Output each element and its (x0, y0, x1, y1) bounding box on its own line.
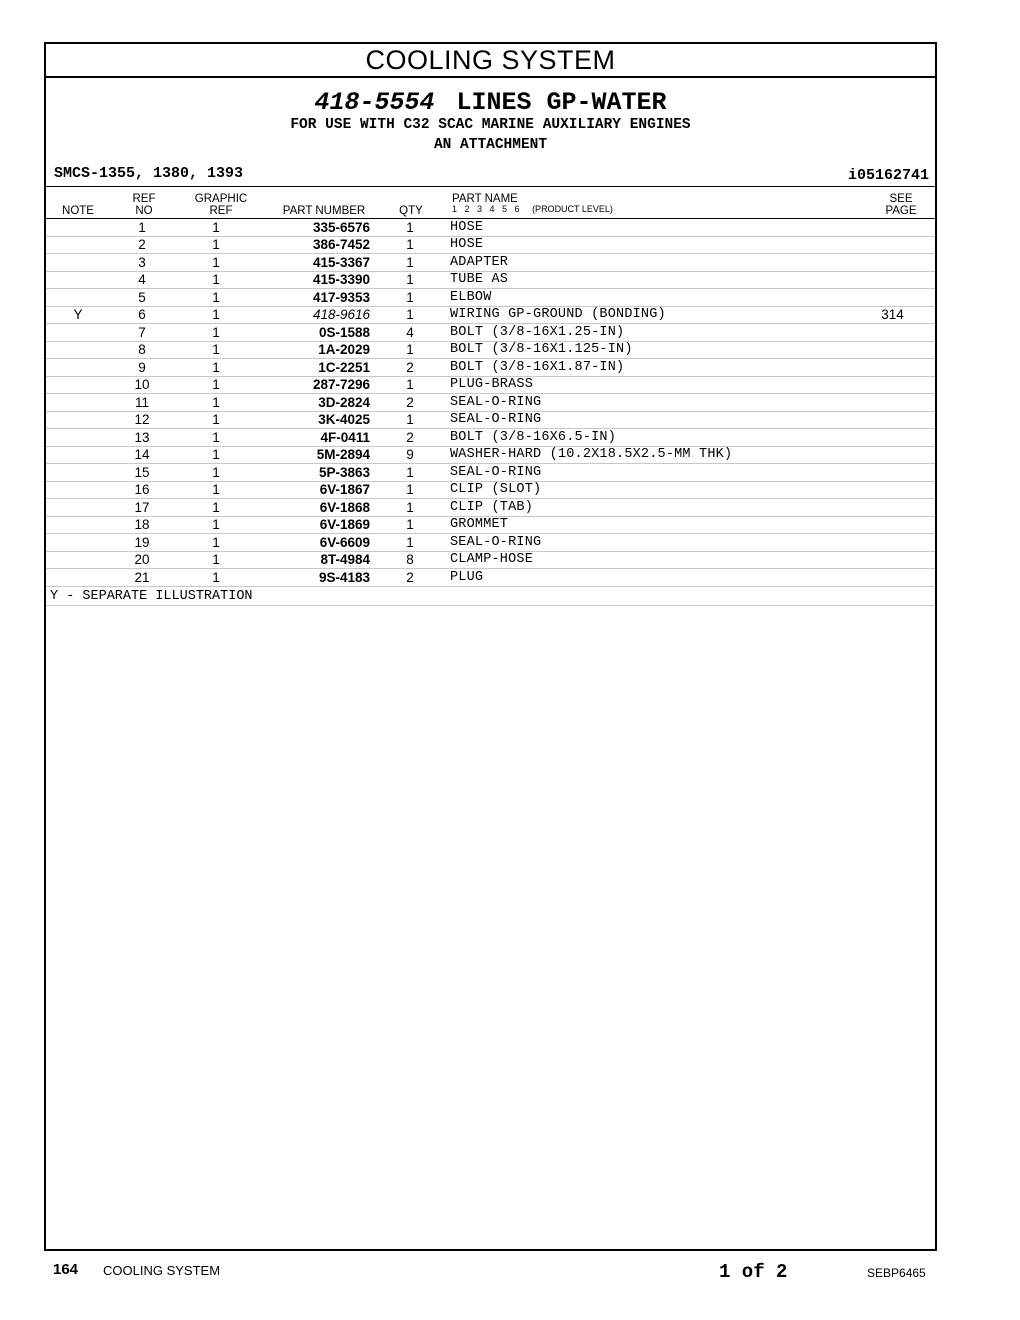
cell-gref: 1 (174, 516, 258, 534)
table-row (46, 289, 935, 307)
cell-note (46, 569, 110, 587)
table-row (46, 324, 935, 342)
cell-pn: 335-6576 (258, 219, 370, 236)
group-part-number: 418-5554 (314, 88, 435, 117)
cell-note (46, 534, 110, 552)
cell-name: HOSE (450, 236, 850, 254)
cell-ref: 3 (110, 254, 174, 272)
table-row (46, 271, 935, 289)
cell-ref: 4 (110, 271, 174, 289)
cell-note (46, 394, 110, 412)
cell-qty: 1 (370, 464, 450, 482)
cell-qty: 1 (370, 254, 450, 272)
cell-ref: 18 (110, 516, 174, 534)
cell-see (850, 481, 935, 499)
cell-ref: 15 (110, 464, 174, 482)
cell-see (850, 551, 935, 569)
cell-name: GROMMET (450, 516, 850, 534)
table-row (46, 376, 935, 394)
cell-ref: 14 (110, 446, 174, 464)
cell-qty: 1 (370, 376, 450, 394)
table-row (46, 341, 935, 359)
smcs-codes: SMCS-1355, 1380, 1393 (54, 165, 244, 182)
cell-ref: 7 (110, 324, 174, 342)
cell-note (46, 516, 110, 534)
cell-see (850, 219, 935, 236)
table-row (46, 464, 935, 482)
cell-name: BOLT (3/8-16X1.87-IN) (450, 359, 850, 377)
cell-qty: 1 (370, 516, 450, 534)
cell-qty: 2 (370, 429, 450, 447)
table-row (46, 499, 935, 517)
cell-name: PLUG-BRASS (450, 376, 850, 394)
cell-gref: 1 (174, 306, 258, 324)
table-row (46, 569, 935, 587)
cell-see (850, 359, 935, 377)
illustration-id: i05162741 (847, 167, 929, 184)
cell-name: SEAL-O-RING (450, 411, 850, 429)
cell-ref: 13 (110, 429, 174, 447)
cell-note (46, 271, 110, 289)
cell-qty: 1 (370, 236, 450, 254)
cell-pn: 1C-2251 (258, 359, 370, 377)
cell-note (46, 359, 110, 377)
cell-pn: 417-9353 (258, 289, 370, 307)
cell-qty: 1 (370, 499, 450, 517)
cell-ref: 21 (110, 569, 174, 587)
cell-name: CLIP (TAB) (450, 499, 850, 517)
col-ref-no: REF NO (132, 193, 156, 217)
cell-pn: 6V-1867 (258, 481, 370, 499)
cell-qty: 2 (370, 394, 450, 412)
cell-pn: 6V-6609 (258, 534, 370, 552)
cell-see (850, 341, 935, 359)
cell-qty: 1 (370, 306, 450, 324)
table-row (46, 551, 935, 569)
cell-gref: 1 (174, 289, 258, 307)
cell-gref: 1 (174, 551, 258, 569)
cell-name: WIRING GP-GROUND (BONDING) (450, 306, 850, 324)
cell-note (46, 254, 110, 272)
cell-see (850, 376, 935, 394)
cell-ref: 20 (110, 551, 174, 569)
cell-name: PLUG (450, 569, 850, 587)
table-row (46, 306, 935, 324)
cell-see (850, 569, 935, 587)
cell-name: ADAPTER (450, 254, 850, 272)
cell-name: CLIP (SLOT) (450, 481, 850, 499)
table-row (46, 411, 935, 429)
cell-gref: 1 (174, 429, 258, 447)
col-graphic-ref: GRAPHIC REF (194, 193, 248, 217)
col-see-page: SEE PAGE (885, 193, 917, 217)
cell-gref: 1 (174, 499, 258, 517)
cell-pn: 0S-1588 (258, 324, 370, 342)
cell-pn: 6V-1868 (258, 499, 370, 517)
table-row (46, 446, 935, 464)
sheet-indicator: 1 of 2 (719, 1261, 788, 1283)
cell-qty: 1 (370, 271, 450, 289)
cell-note (46, 236, 110, 254)
cell-gref: 1 (174, 341, 258, 359)
cell-see (850, 236, 935, 254)
cell-gref: 1 (174, 411, 258, 429)
table-row (46, 516, 935, 534)
cell-qty: 2 (370, 359, 450, 377)
header-rule (46, 186, 935, 187)
table-row (46, 254, 935, 272)
cell-gref: 1 (174, 376, 258, 394)
cell-see (850, 446, 935, 464)
cell-ref: 11 (110, 394, 174, 412)
cell-see (850, 411, 935, 429)
cell-pn: 415-3390 (258, 271, 370, 289)
cell-pn: 3K-4025 (258, 411, 370, 429)
cell-note (46, 376, 110, 394)
cell-pn: 415-3367 (258, 254, 370, 272)
cell-name: BOLT (3/8-16X1.125-IN) (450, 341, 850, 359)
parts-table (46, 219, 935, 587)
cell-note (46, 481, 110, 499)
cell-note (46, 499, 110, 517)
table-row (46, 534, 935, 552)
cell-name: WASHER-HARD (10.2X18.5X2.5-MM THK) (450, 446, 850, 464)
table-row (46, 429, 935, 447)
cell-pn: 386-7452 (258, 236, 370, 254)
cell-see (850, 289, 935, 307)
cell-pn: 3D-2824 (258, 394, 370, 412)
footer-section: COOLING SYSTEM (103, 1263, 221, 1278)
cell-see: 314 (850, 306, 935, 324)
cell-ref: 10 (110, 376, 174, 394)
cell-note (46, 446, 110, 464)
cell-gref: 1 (174, 271, 258, 289)
cell-name: BOLT (3/8-16X1.25-IN) (450, 324, 850, 342)
cell-ref: 1 (110, 219, 174, 236)
cell-pn: 287-7296 (258, 376, 370, 394)
cell-note (46, 464, 110, 482)
cell-pn: 9S-4183 (258, 569, 370, 587)
cell-see (850, 324, 935, 342)
cell-ref: 16 (110, 481, 174, 499)
col-note: NOTE (62, 205, 94, 217)
cell-qty: 1 (370, 341, 450, 359)
cell-pn: 418-9616 (258, 306, 370, 324)
cell-qty: 1 (370, 289, 450, 307)
footnote-rule (46, 605, 935, 606)
cell-pn: 5M-2894 (258, 446, 370, 464)
cell-ref: 12 (110, 411, 174, 429)
cell-pn: 8T-4984 (258, 551, 370, 569)
cell-gref: 1 (174, 446, 258, 464)
cell-name: BOLT (3/8-16X6.5-IN) (450, 429, 850, 447)
cell-qty: 1 (370, 411, 450, 429)
cell-name: SEAL-O-RING (450, 464, 850, 482)
cell-see (850, 534, 935, 552)
cell-pn: 6V-1869 (258, 516, 370, 534)
cell-ref: 6 (110, 306, 174, 324)
cell-gref: 1 (174, 464, 258, 482)
cell-qty: 1 (370, 481, 450, 499)
cell-see (850, 271, 935, 289)
table-row (46, 481, 935, 499)
cell-name: SEAL-O-RING (450, 394, 850, 412)
cell-ref: 17 (110, 499, 174, 517)
section-title: COOLING SYSTEM (46, 44, 935, 78)
table-row (46, 219, 935, 236)
cell-gref: 1 (174, 569, 258, 587)
col-part-number: PART NUMBER (282, 205, 366, 217)
group-heading (46, 88, 935, 117)
cell-gref: 1 (174, 324, 258, 342)
cell-qty: 9 (370, 446, 450, 464)
cell-qty: 4 (370, 324, 450, 342)
table-row (46, 359, 935, 377)
cell-see (850, 429, 935, 447)
group-name: LINES GP-WATER (456, 88, 667, 117)
cell-gref: 1 (174, 359, 258, 377)
cell-note (46, 219, 110, 236)
cell-gref: 1 (174, 219, 258, 236)
col-qty: QTY (399, 205, 423, 217)
group-subtitle-2: AN ATTACHMENT (433, 137, 548, 153)
cell-ref: 2 (110, 236, 174, 254)
col-part-name: PART NAME (452, 193, 518, 205)
cell-pn: 1A-2029 (258, 341, 370, 359)
cell-note (46, 411, 110, 429)
cell-name: ELBOW (450, 289, 850, 307)
cell-qty: 8 (370, 551, 450, 569)
cell-name: SEAL-O-RING (450, 534, 850, 552)
cell-name: HOSE (450, 219, 850, 236)
table-row (46, 236, 935, 254)
cell-note (46, 429, 110, 447)
page-frame (44, 42, 937, 1251)
cell-name: TUBE AS (450, 271, 850, 289)
cell-ref: 9 (110, 359, 174, 377)
cell-note (46, 324, 110, 342)
cell-ref: 5 (110, 289, 174, 307)
cell-gref: 1 (174, 236, 258, 254)
cell-gref: 1 (174, 254, 258, 272)
cell-qty: 1 (370, 219, 450, 236)
cell-ref: 19 (110, 534, 174, 552)
cell-see (850, 394, 935, 412)
cell-note (46, 551, 110, 569)
document-number: SEBP6465 (867, 1266, 926, 1280)
cell-see (850, 254, 935, 272)
cell-see (850, 499, 935, 517)
cell-qty: 1 (370, 534, 450, 552)
cell-gref: 1 (174, 481, 258, 499)
footnote: Y - SEPARATE ILLUSTRATION (50, 589, 253, 604)
cell-note: Y (46, 306, 110, 324)
cell-name: CLAMP-HOSE (450, 551, 850, 569)
cell-ref: 8 (110, 341, 174, 359)
cell-pn: 4F-0411 (258, 429, 370, 447)
cell-note (46, 341, 110, 359)
group-subtitle-1: FOR USE WITH C32 SCAC MARINE AUXILIARY ENGINES (290, 117, 691, 133)
cell-qty: 2 (370, 569, 450, 587)
cell-see (850, 516, 935, 534)
table-row (46, 394, 935, 412)
cell-gref: 1 (174, 534, 258, 552)
cell-gref: 1 (174, 394, 258, 412)
product-level-header: 1 2 3 4 5 6 (PRODUCT LEVEL) (452, 204, 613, 214)
cell-see (850, 464, 935, 482)
cell-note (46, 289, 110, 307)
page-number: 164 (53, 1261, 79, 1278)
cell-pn: 5P-3863 (258, 464, 370, 482)
